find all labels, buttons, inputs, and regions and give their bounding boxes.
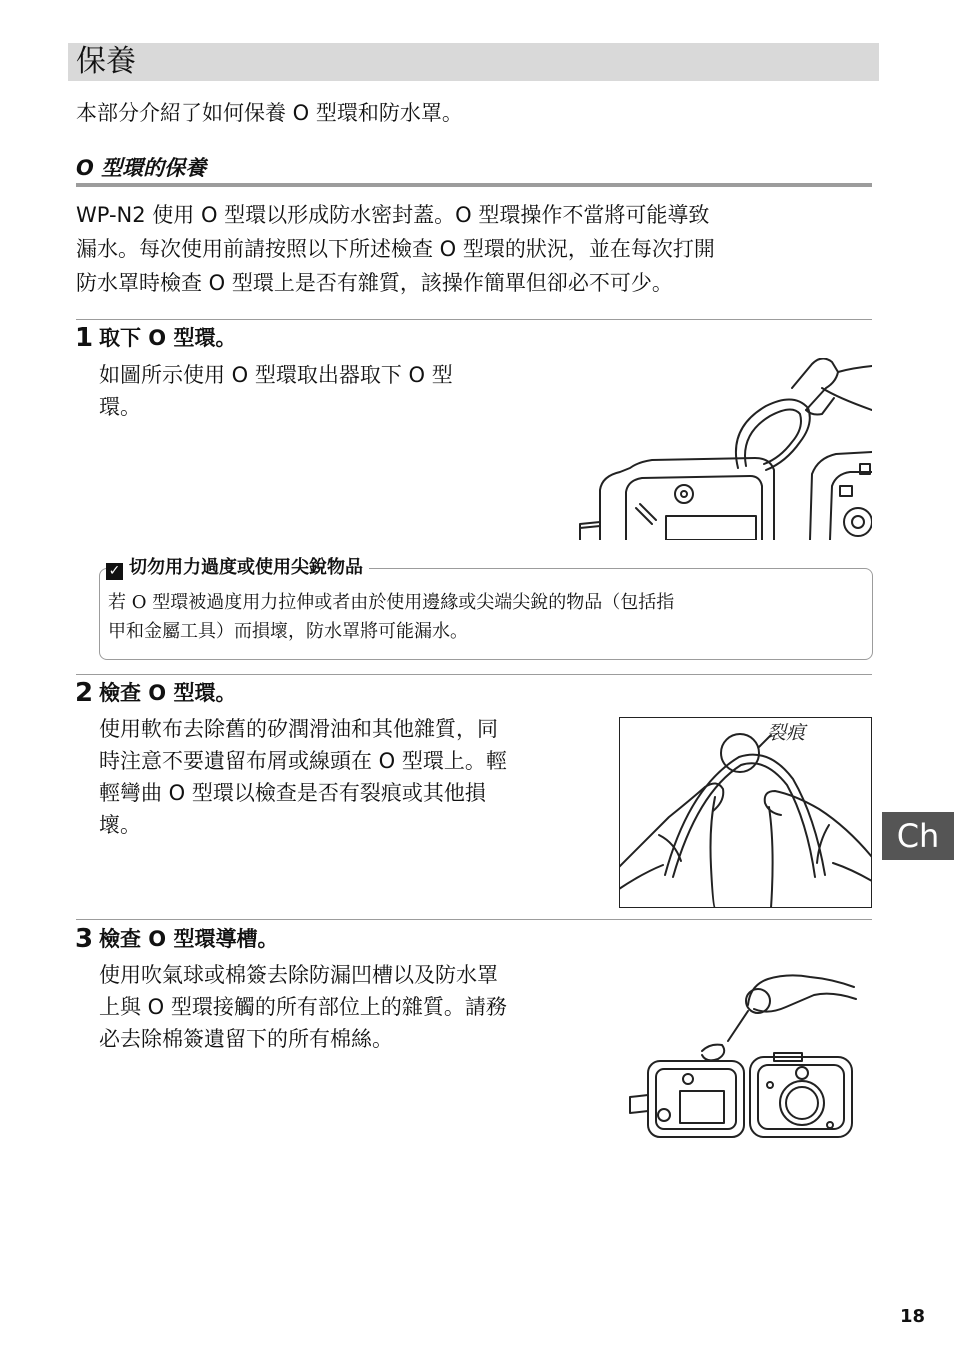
page-title: 保養 (76, 44, 136, 79)
step-body-line: 使用軟布去除舊的矽潤滑油和其他雜質，同 (99, 717, 498, 741)
section-paragraph (76, 198, 876, 300)
caution-note-title (106, 554, 369, 582)
checkbox-icon: ✓ (106, 563, 123, 580)
step-body-line: 輕彎曲 O 型環以檢查是否有裂痕或其他損 (99, 781, 486, 805)
chapter-tab: Ch (882, 812, 954, 860)
title-bar (68, 43, 879, 81)
divider (76, 919, 872, 920)
paragraph-line: 防水罩時檢查 O 型環上是否有雜質，該操作簡單但卻必不可少。 (76, 271, 673, 295)
oring-removal-illustration (560, 358, 872, 540)
step-body (99, 359, 453, 423)
step-body-line: 時注意不要遺留布屑或線頭在 O 型環上。輕 (99, 749, 507, 773)
step-body-line: 上與 O 型環接觸的所有部位上的雜質。請務 (99, 995, 507, 1019)
paragraph-line: WP-N2 使用 O 型環以形成防水密封蓋。O 型環操作不當將可能導致 (76, 203, 710, 227)
section-heading-rule (76, 183, 872, 187)
step-body-line: 如圖所示使用 O 型環取出器取下 O 型 (99, 363, 453, 387)
step-body-line: 壞。 (99, 813, 141, 837)
step-title: 檢查 O 型環。 (99, 681, 237, 705)
groove-cleaning-illustration (618, 965, 862, 1143)
caution-note-line: 甲和金屬工具）而損壞，防水罩將可能漏水。 (108, 621, 468, 642)
section-heading: O 型環的保養 (76, 156, 207, 180)
step-number: 1 (75, 323, 94, 353)
step-title: 取下 O 型環。 (99, 326, 237, 350)
intro-text: 本部分介紹了如何保養 O 型環和防水罩。 (76, 101, 463, 125)
oring-inspection-illustration (619, 717, 872, 908)
divider (76, 319, 872, 320)
caution-title-text: 切勿用力過度或使用尖銳物品 (129, 557, 363, 578)
caution-note-line: 若 O 型環被過度用力拉伸或者由於使用邊緣或尖端尖銳的物品（包括指 (108, 592, 675, 613)
crack-label: 裂痕 (767, 722, 806, 744)
divider (76, 674, 872, 675)
step-body (99, 959, 507, 1055)
step-body-line: 環。 (99, 395, 141, 419)
step-number: 2 (75, 678, 94, 708)
step-number: 3 (75, 924, 94, 954)
paragraph-line: 漏水。每次使用前請按照以下所述檢查 O 型環的狀況，並在每次打開 (76, 237, 715, 261)
page-number: 18 (900, 1306, 926, 1327)
step-body-line: 使用吹氣球或棉簽去除防漏凹槽以及防水罩 (99, 963, 498, 987)
caution-note-body (108, 588, 868, 646)
step-body-line: 必去除棉簽遺留下的所有棉絲。 (99, 1027, 393, 1051)
step-title: 檢查 O 型環導槽。 (99, 927, 279, 951)
step-body (99, 713, 507, 841)
